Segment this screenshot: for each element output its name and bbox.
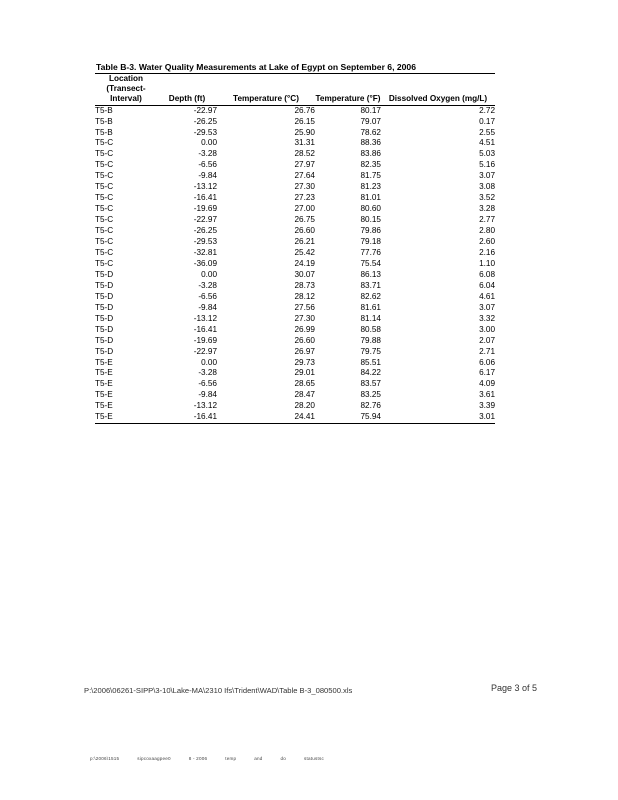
cell-dissolved-oxygen: 3.07 — [479, 302, 495, 312]
cell-temperature-f: 83.57 — [360, 379, 381, 389]
cell-dissolved-oxygen: 3.01 — [381, 412, 495, 423]
cell-location: T5-E — [95, 379, 113, 389]
table-row — [95, 292, 495, 303]
cell-dissolved-oxygen: 2.72 — [381, 105, 495, 116]
cell-temperature-c: 28.65 — [294, 379, 315, 389]
table-title: Table B-3. Water Quality Measurements at Lake of Egypt on September 6, 2006 — [96, 62, 416, 72]
cell-depth: -32.81 — [193, 248, 217, 257]
cell-temperature-c: 27.56 — [294, 302, 315, 312]
cell-depth: -9.84 — [198, 390, 217, 400]
cell-dissolved-oxygen: 3.32 — [479, 313, 495, 323]
cell-depth: 0.00 — [201, 269, 217, 279]
footer-print-item: do — [280, 756, 287, 761]
cell-depth: -9.84 — [198, 302, 217, 312]
cell-location: T5-C — [95, 204, 114, 214]
footer-print-item: and — [254, 756, 263, 761]
cell-depth: -13.12 — [193, 313, 217, 323]
cell-temperature-f: 80.58 — [360, 324, 381, 334]
footer-print-item: temp — [225, 756, 237, 761]
cell-depth: -22.97 — [157, 105, 217, 116]
cell-depth: -29.53 — [193, 237, 217, 247]
cell-temperature-c: 26.75 — [294, 215, 315, 225]
cell-temperature-c: 27.30 — [294, 182, 315, 192]
table-row — [95, 117, 495, 128]
cell-dissolved-oxygen: 3.39 — [479, 401, 495, 411]
cell-temperature-c: 28.47 — [294, 390, 315, 400]
cell-location: T5-B — [95, 116, 113, 126]
cell-depth: -3.28 — [198, 149, 217, 159]
cell-location: T5-E — [95, 357, 113, 367]
table-row — [95, 379, 495, 390]
table-row — [95, 336, 495, 347]
cell-temperature-f: 83.25 — [360, 390, 381, 400]
cell-temperature-c: 28.52 — [294, 149, 315, 159]
table-row — [95, 215, 495, 226]
cell-dissolved-oxygen: 1.10 — [479, 258, 495, 268]
cell-location: T5-D — [95, 291, 114, 301]
cell-depth: -6.56 — [198, 291, 217, 301]
cell-dissolved-oxygen: 3.08 — [479, 182, 495, 192]
header-temperature-f: Temperature (°F) — [315, 94, 381, 104]
table-body — [95, 105, 495, 424]
cell-location: T5-C — [95, 248, 114, 257]
table-row — [95, 347, 495, 358]
cell-temperature-c: 28.20 — [294, 401, 315, 411]
cell-depth: -6.56 — [198, 160, 217, 170]
cell-temperature-f: 83.71 — [360, 280, 381, 290]
cell-depth: -29.53 — [193, 127, 217, 137]
cell-temperature-c: 25.42 — [294, 248, 315, 257]
table-row — [95, 368, 495, 379]
cell-dissolved-oxygen: 4.09 — [479, 379, 495, 389]
cell-temperature-f: 86.13 — [360, 269, 381, 279]
cell-temperature-c: 27.64 — [294, 171, 315, 181]
cell-temperature-f: 81.14 — [360, 313, 381, 323]
cell-depth: -9.84 — [198, 171, 217, 181]
cell-location: T5-E — [95, 412, 157, 423]
cell-temperature-f: 80.60 — [360, 204, 381, 214]
cell-dissolved-oxygen: 5.16 — [479, 160, 495, 170]
cell-location: T5-C — [95, 226, 114, 236]
header-dissolved-oxygen: Dissolved Oxygen (mg/L) — [388, 94, 488, 104]
footer-print-item: 8 - 2006 — [188, 756, 208, 761]
cell-location: T5-C — [95, 258, 114, 268]
cell-dissolved-oxygen: 4.51 — [479, 138, 495, 148]
header-temperature-c: Temperature (°C) — [233, 94, 299, 104]
cell-location: T5-D — [95, 346, 114, 356]
cell-depth: -3.28 — [198, 280, 217, 290]
cell-location: T5-D — [95, 302, 114, 312]
table-row — [95, 248, 495, 259]
table-row — [95, 270, 495, 281]
table-row — [95, 314, 495, 325]
cell-dissolved-oxygen: 2.60 — [479, 237, 495, 247]
table-row — [95, 325, 495, 336]
cell-location: T5-C — [95, 171, 114, 181]
table-row — [95, 182, 495, 193]
cell-dissolved-oxygen: 6.08 — [479, 269, 495, 279]
cell-dissolved-oxygen: 2.80 — [479, 226, 495, 236]
cell-location: T5-C — [95, 138, 114, 148]
cell-temperature-c: 26.21 — [294, 237, 315, 247]
cell-temperature-c: 31.31 — [294, 138, 315, 148]
cell-location: T5-D — [95, 280, 114, 290]
cell-temperature-c: 27.97 — [294, 160, 315, 170]
cell-depth: -22.97 — [193, 215, 217, 225]
cell-location: T5-C — [95, 160, 114, 170]
cell-depth: -19.69 — [193, 335, 217, 345]
cell-temperature-c: 25.90 — [294, 127, 315, 137]
cell-dissolved-oxygen: 3.28 — [479, 204, 495, 214]
cell-temperature-c: 28.73 — [294, 280, 315, 290]
cell-dissolved-oxygen: 6.04 — [479, 280, 495, 290]
table-row — [95, 149, 495, 160]
cell-dissolved-oxygen: 0.17 — [479, 116, 495, 126]
cell-temperature-c: 27.23 — [294, 193, 315, 203]
footer-print-item: sipcoxaagpee0 — [137, 756, 171, 761]
table-row — [95, 204, 495, 215]
cell-temperature-c: 29.73 — [294, 357, 315, 367]
cell-dissolved-oxygen: 6.06 — [479, 357, 495, 367]
header-location: Location (Transect-Interval) — [106, 74, 146, 104]
cell-temperature-f: 81.23 — [360, 182, 381, 192]
cell-temperature-c: 26.60 — [294, 335, 315, 345]
cell-temperature-f: 79.75 — [360, 346, 381, 356]
cell-location: T5-D — [95, 269, 114, 279]
table-row — [95, 401, 495, 412]
cell-temperature-f: 81.61 — [360, 302, 381, 312]
table-row — [95, 128, 495, 139]
cell-temperature-f: 78.62 — [360, 127, 381, 137]
table-row — [95, 105, 495, 116]
cell-temperature-f: 83.86 — [360, 149, 381, 159]
header-depth: Depth (ft) — [168, 94, 206, 104]
cell-depth: -6.56 — [198, 379, 217, 389]
table-row — [95, 390, 495, 401]
table-row — [95, 303, 495, 314]
cell-temperature-c: 26.97 — [294, 346, 315, 356]
footer-file-path: P:\2006\06261-SIPP\3-10\Lake-MA\2310 Ifs\Trident\WAD\Table B-3_080500.xls — [84, 686, 353, 695]
table-row — [95, 259, 495, 270]
cell-temperature-f: 88.36 — [360, 138, 381, 148]
cell-depth: -16.41 — [157, 412, 217, 423]
cell-dissolved-oxygen: 3.00 — [479, 324, 495, 334]
cell-dissolved-oxygen: 2.55 — [479, 127, 495, 137]
footer-print-item: statustsc — [304, 756, 324, 761]
cell-temperature-f: 80.15 — [360, 215, 381, 225]
cell-location: T5-C — [95, 237, 114, 247]
cell-depth: -3.28 — [198, 368, 217, 378]
cell-temperature-f: 84.22 — [360, 368, 381, 378]
table-row — [95, 160, 495, 171]
cell-temperature-f: 75.94 — [315, 412, 381, 423]
footer-print-info — [90, 756, 342, 761]
cell-temperature-f: 79.86 — [360, 226, 381, 236]
cell-location: T5-B — [95, 127, 113, 137]
cell-location: T5-E — [95, 368, 113, 378]
cell-temperature-c: 29.01 — [294, 368, 315, 378]
cell-depth: -22.97 — [193, 346, 217, 356]
cell-temperature-c: 24.41 — [217, 412, 315, 423]
cell-dissolved-oxygen: 5.03 — [479, 149, 495, 159]
cell-dissolved-oxygen: 3.07 — [479, 171, 495, 181]
cell-location: T5-B — [95, 105, 157, 116]
cell-temperature-c: 30.07 — [294, 269, 315, 279]
table-row — [95, 358, 495, 369]
cell-dissolved-oxygen: 3.61 — [479, 390, 495, 400]
cell-dissolved-oxygen: 6.17 — [479, 368, 495, 378]
cell-location: T5-D — [95, 324, 114, 334]
cell-location: T5-C — [95, 215, 114, 225]
table-row — [95, 281, 495, 292]
cell-depth: -36.09 — [193, 258, 217, 268]
table-row — [95, 226, 495, 237]
footer-page-number: Page 3 of 5 — [491, 683, 538, 693]
cell-temperature-f: 79.88 — [360, 335, 381, 345]
cell-dissolved-oxygen: 2.71 — [479, 346, 495, 356]
water-quality-table — [95, 73, 495, 424]
cell-depth: -26.25 — [193, 116, 217, 126]
cell-dissolved-oxygen: 2.77 — [479, 215, 495, 225]
cell-location: T5-E — [95, 401, 113, 411]
cell-depth: 0.00 — [201, 138, 217, 148]
cell-temperature-c: 26.15 — [294, 116, 315, 126]
cell-temperature-c: 24.19 — [294, 258, 315, 268]
cell-temperature-f: 79.07 — [360, 116, 381, 126]
cell-temperature-c: 27.00 — [294, 204, 315, 214]
cell-dissolved-oxygen: 2.16 — [479, 248, 495, 257]
table-row — [95, 138, 495, 149]
cell-temperature-f: 75.54 — [360, 258, 381, 268]
cell-location: T5-D — [95, 335, 114, 345]
cell-temperature-c: 26.99 — [294, 324, 315, 334]
cell-temperature-f: 82.35 — [360, 160, 381, 170]
cell-location: T5-D — [95, 313, 114, 323]
cell-depth: -26.25 — [193, 226, 217, 236]
cell-depth: -16.41 — [193, 193, 217, 203]
cell-temperature-f: 79.18 — [360, 237, 381, 247]
table-row — [95, 171, 495, 182]
cell-depth: -16.41 — [193, 324, 217, 334]
cell-location: T5-C — [95, 182, 114, 192]
cell-depth: -19.69 — [193, 204, 217, 214]
cell-dissolved-oxygen: 3.52 — [479, 193, 495, 203]
cell-location: T5-C — [95, 193, 114, 203]
cell-temperature-c: 28.12 — [294, 291, 315, 301]
cell-temperature-f: 81.75 — [360, 171, 381, 181]
cell-depth: -13.12 — [193, 401, 217, 411]
cell-dissolved-oxygen: 2.07 — [479, 335, 495, 345]
cell-location: T5-E — [95, 390, 113, 400]
cell-temperature-f: 82.62 — [360, 291, 381, 301]
cell-temperature-f: 81.01 — [360, 193, 381, 203]
table-row — [95, 193, 495, 204]
table-row — [95, 412, 495, 423]
cell-location: T5-C — [95, 149, 114, 159]
table-header-row — [95, 74, 495, 106]
cell-temperature-f: 77.76 — [360, 248, 381, 257]
cell-depth: 0.00 — [201, 357, 217, 367]
cell-temperature-f: 80.17 — [315, 105, 381, 116]
cell-temperature-f: 85.51 — [360, 357, 381, 367]
cell-temperature-f: 82.76 — [360, 401, 381, 411]
footer-print-item: p:\2006\1515 — [90, 756, 120, 761]
cell-temperature-c: 27.30 — [294, 313, 315, 323]
cell-dissolved-oxygen: 4.61 — [479, 291, 495, 301]
table-row — [95, 237, 495, 248]
cell-depth: -13.12 — [193, 182, 217, 192]
cell-temperature-c: 26.60 — [294, 226, 315, 236]
cell-temperature-c: 26.76 — [217, 105, 315, 116]
